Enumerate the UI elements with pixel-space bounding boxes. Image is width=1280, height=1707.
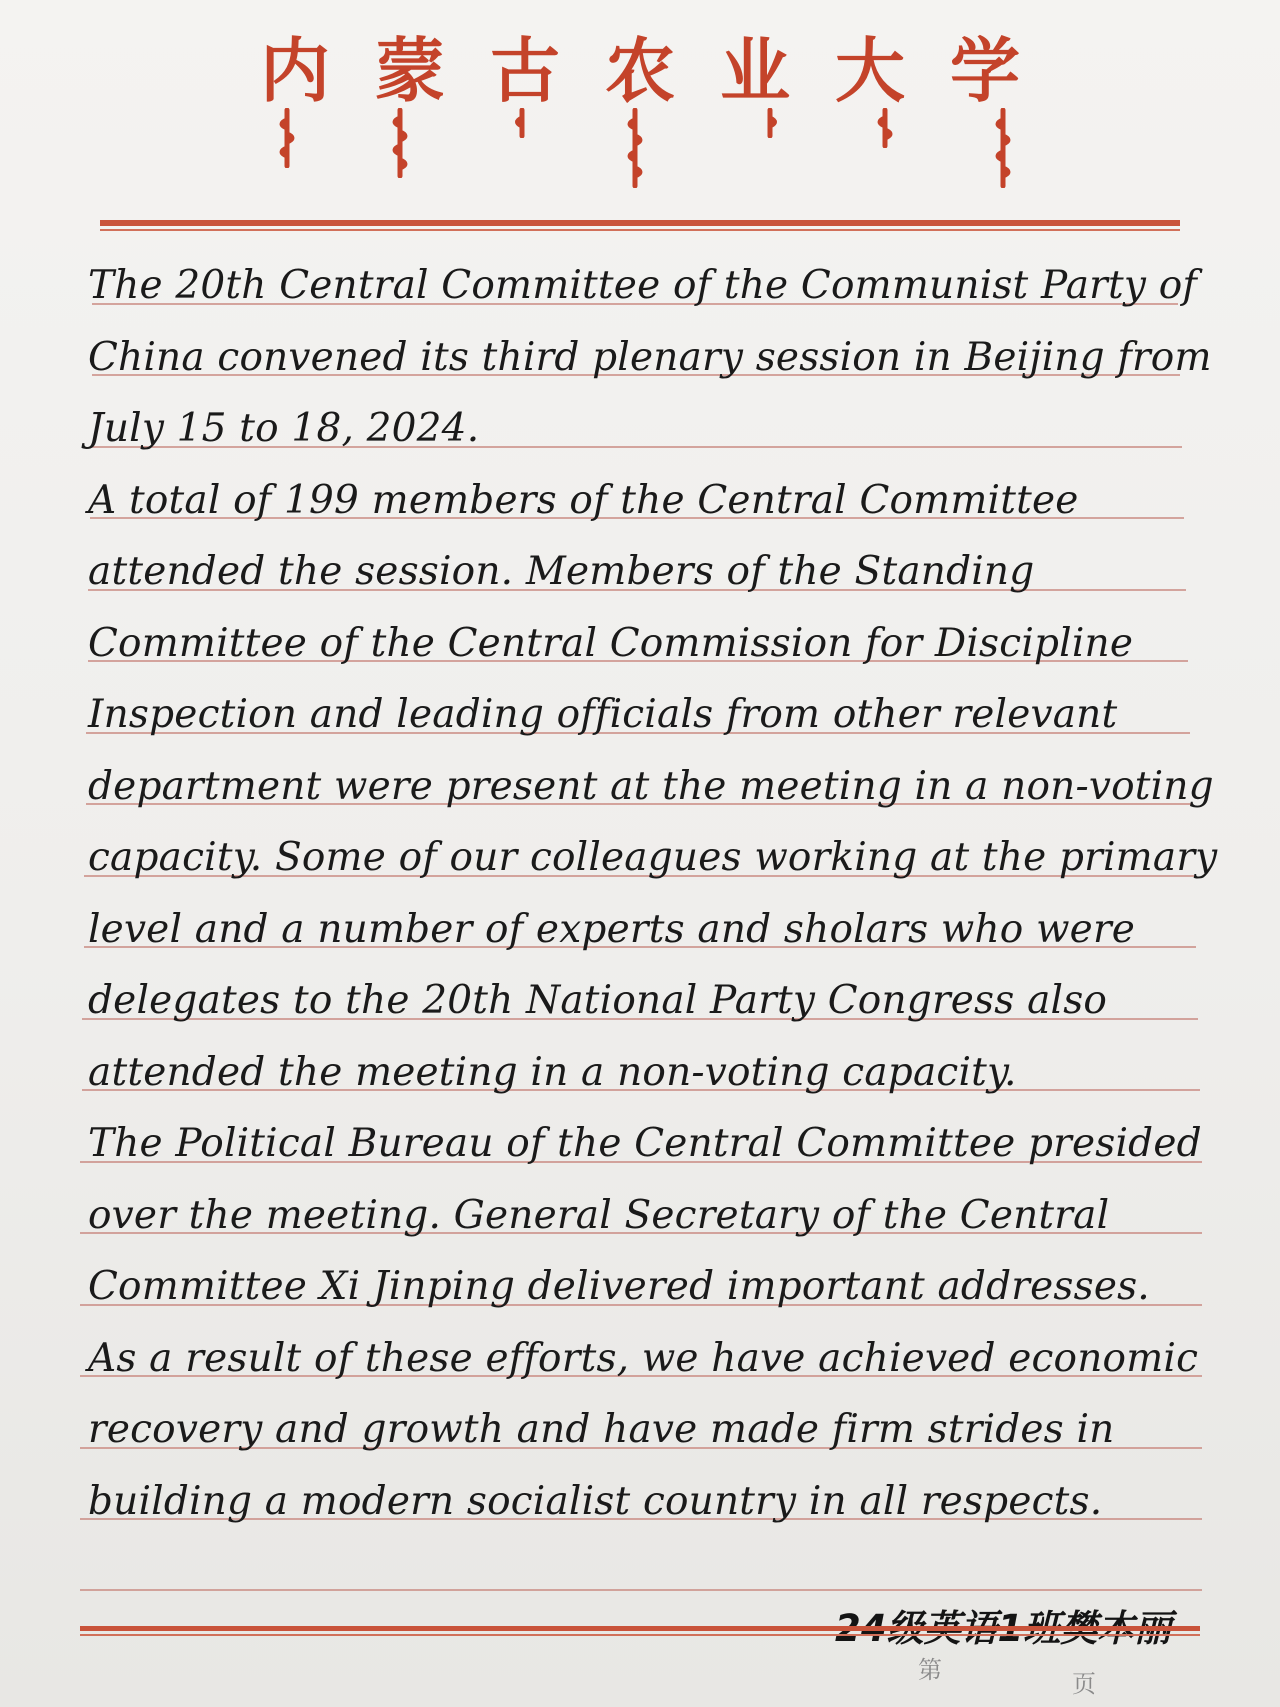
footer-double-rule <box>80 1626 1200 1638</box>
essay-paragraph: The 20th Central Committee of the Communist Party of China convened its third plenary session in Beijing from July 15 to 18, 2024. <box>88 263 1212 451</box>
heading-char: 业 <box>720 28 790 112</box>
heading-char: 蒙 <box>375 28 445 112</box>
essay-paragraph: As a result of these efforts, we have achieved economic recovery and growth and have made firm strides in building a modern socialist country in all respects. <box>88 1335 1199 1524</box>
heading-char: 内 <box>260 28 330 112</box>
heading-char: 古 <box>490 28 560 112</box>
page-suffix-label: 页 <box>1072 1670 1096 1698</box>
heading-char: 大 <box>835 28 905 112</box>
essay-paragraph: The Political Bureau of the Central Committee presided over the meeting. General Secretary of the Central Committee Xi Jinping delivered important addresses. <box>88 1121 1202 1309</box>
heading-char: 学 <box>950 28 1020 112</box>
heading-char: 农 <box>605 28 675 112</box>
page-prefix-label: 第 <box>918 1656 942 1684</box>
essay-paragraph: A total of 199 members of the Central Committee attended the session. Members of the Standing Committee of the Central Commission for Discipline Inspection and leading officials from other relevant department were present at the meeting in a non-voting capacity. Some of our colleagues working at the primary level and a number of experts and sholars who were delegates to the 20th National Party Congress also attended the meeting in a non-voting capacity. <box>88 477 1218 1095</box>
handwritten-essay <box>88 250 1218 1537</box>
